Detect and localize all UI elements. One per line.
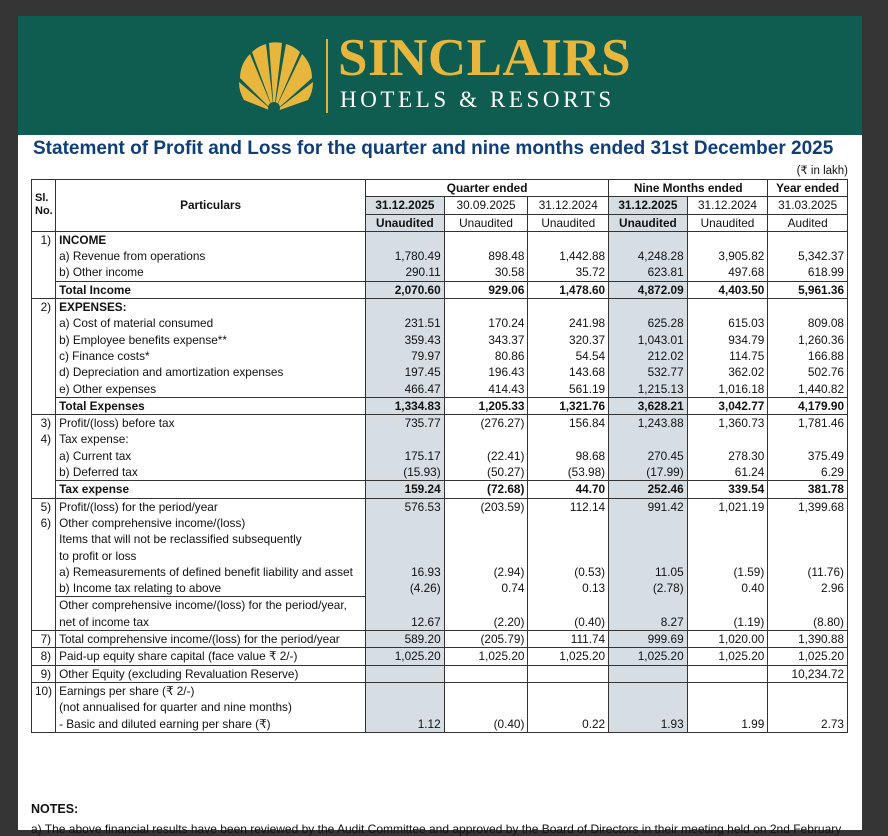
row-value: 16.93: [366, 564, 445, 580]
row-particular: (not annualised for quarter and nine months): [56, 699, 366, 715]
row-value: 156.84: [528, 415, 609, 432]
row-value: 1,442.88: [528, 248, 609, 264]
table-row: [32, 231, 848, 248]
row-value: 4,248.28: [609, 248, 688, 264]
row-sl-number: 7): [32, 631, 56, 648]
row-value: [366, 682, 445, 699]
brand-name: SINCLAIRS: [338, 29, 632, 87]
row-value: 1.12: [366, 716, 445, 733]
row-value: 3,628.21: [609, 397, 688, 414]
row-value: [687, 231, 768, 248]
row-value: 159.24: [366, 481, 445, 498]
table-row: [32, 397, 848, 414]
row-value: 252.46: [609, 481, 688, 498]
row-value: [528, 699, 609, 715]
row-value: [366, 597, 445, 614]
table-row: [32, 248, 848, 264]
row-value: [768, 682, 848, 699]
table-row: [32, 614, 848, 631]
row-value: [609, 299, 688, 316]
row-value: [609, 431, 688, 447]
row-value: 278.30: [687, 448, 768, 464]
row-value: [768, 699, 848, 715]
table-row: [32, 281, 848, 298]
row-value: 35.72: [528, 264, 609, 281]
row-sl-number: 2): [32, 299, 56, 316]
row-value: (22.41): [444, 448, 528, 464]
row-particular: to profit or loss: [56, 548, 366, 564]
row-sl-number: [32, 264, 56, 281]
row-value: [609, 665, 688, 682]
row-value: (2.20): [444, 614, 528, 631]
row-value: 999.69: [609, 631, 688, 648]
row-particular: Items that will not be reclassified subsequently: [56, 531, 366, 547]
row-value: (72.68): [444, 481, 528, 498]
row-value: 381.78: [768, 481, 848, 498]
row-sl-number: [32, 348, 56, 364]
statement-title: Statement of Profit and Loss for the quarter and nine months ended 31st December 2025: [33, 138, 834, 159]
row-particular: EXPENSES:: [56, 299, 366, 316]
row-value: [528, 531, 609, 547]
row-value: 2,070.60: [366, 281, 445, 298]
row-sl-number: [32, 448, 56, 464]
period-header: 31.12.2024: [528, 197, 609, 214]
row-particular: Profit/(loss) before tax: [56, 415, 366, 432]
period-header: 31.12.2025: [366, 197, 445, 214]
row-particular: b) Other income: [56, 264, 366, 281]
row-value: [444, 548, 528, 564]
row-value: [687, 531, 768, 547]
row-value: [444, 431, 528, 447]
brand-tagline: HOTELS & RESORTS: [340, 87, 615, 112]
row-value: 54.54: [528, 348, 609, 364]
row-sl-number: [32, 580, 56, 597]
scallop-shell-logo-icon: [230, 38, 318, 116]
audit-status: Unaudited: [528, 214, 609, 231]
row-value: [444, 699, 528, 715]
row-particular: Tax expense:: [56, 431, 366, 447]
row-value: 1,243.88: [609, 415, 688, 432]
row-value: [687, 515, 768, 531]
row-value: [444, 515, 528, 531]
row-value: [444, 299, 528, 316]
row-value: 0.22: [528, 716, 609, 733]
table-row: [32, 299, 848, 316]
row-sl-number: [32, 464, 56, 481]
row-value: 576.53: [366, 498, 445, 515]
table-row: [32, 682, 848, 699]
row-particular: - Basic and diluted earning per share (₹): [56, 716, 366, 733]
row-value: 8.27: [609, 614, 688, 631]
row-value: 898.48: [444, 248, 528, 264]
row-particular: Total Income: [56, 281, 366, 298]
row-value: 1,360.73: [687, 415, 768, 432]
row-sl-number: [32, 248, 56, 264]
row-value: [609, 597, 688, 614]
row-value: 212.02: [609, 348, 688, 364]
audit-status: Unaudited: [609, 214, 688, 231]
row-value: (8.80): [768, 614, 848, 631]
row-value: (2.78): [609, 580, 688, 597]
row-value: 30.58: [444, 264, 528, 281]
row-value: 615.03: [687, 315, 768, 331]
row-value: 79.97: [366, 348, 445, 364]
audit-status: Audited: [768, 214, 848, 231]
row-value: 4,403.50: [687, 281, 768, 298]
group-quarter-ended: Quarter ended: [366, 180, 609, 197]
period-header: 31.12.2024: [687, 197, 768, 214]
row-particular: b) Income tax relating to above: [56, 580, 366, 597]
table-row: [32, 448, 848, 464]
row-value: [687, 682, 768, 699]
row-value: 2.96: [768, 580, 848, 597]
row-value: 270.45: [609, 448, 688, 464]
row-value: [528, 548, 609, 564]
row-value: [528, 431, 609, 447]
row-value: [366, 548, 445, 564]
row-value: [687, 699, 768, 715]
row-value: (0.53): [528, 564, 609, 580]
row-value: [528, 299, 609, 316]
row-value: 1,021.19: [687, 498, 768, 515]
row-value: 114.75: [687, 348, 768, 364]
row-value: [528, 231, 609, 248]
table-row: [32, 498, 848, 515]
row-particular: INCOME: [56, 231, 366, 248]
row-value: 502.76: [768, 364, 848, 380]
row-value: [687, 665, 768, 682]
row-value: 11.05: [609, 564, 688, 580]
row-value: 10,234.72: [768, 665, 848, 682]
particulars-header: Particulars: [56, 180, 366, 232]
row-value: [609, 699, 688, 715]
period-header: 31.03.2025: [768, 197, 848, 214]
row-value: 589.20: [366, 631, 445, 648]
row-value: 112.14: [528, 498, 609, 515]
row-value: [687, 597, 768, 614]
row-sl-number: [32, 281, 56, 298]
table-row: [32, 481, 848, 498]
row-value: [366, 299, 445, 316]
row-particular: Total comprehensive income/(loss) for the period/year: [56, 631, 366, 648]
row-value: 1,781.46: [768, 415, 848, 432]
row-value: 1,025.20: [687, 648, 768, 665]
row-value: [687, 548, 768, 564]
row-value: 1,205.33: [444, 397, 528, 414]
row-value: (203.59): [444, 498, 528, 515]
row-value: 4,179.90: [768, 397, 848, 414]
row-sl-number: [32, 548, 56, 564]
row-value: [768, 597, 848, 614]
row-value: 1,334.83: [366, 397, 445, 414]
row-particular: c) Finance costs*: [56, 348, 366, 364]
row-value: 414.43: [444, 381, 528, 398]
row-value: [444, 597, 528, 614]
row-value: 618.99: [768, 264, 848, 281]
row-sl-number: [32, 716, 56, 733]
row-value: (53.98): [528, 464, 609, 481]
row-particular: e) Other expenses: [56, 381, 366, 398]
row-value: 375.49: [768, 448, 848, 464]
row-value: (276.27): [444, 415, 528, 432]
row-value: 1,043.01: [609, 332, 688, 348]
row-value: 196.43: [444, 364, 528, 380]
row-particular: Total Expenses: [56, 397, 366, 414]
row-sl-number: [32, 397, 56, 414]
unit-note: (₹ in lakh): [796, 165, 848, 177]
table-row: [32, 699, 848, 715]
row-value: 5,342.37: [768, 248, 848, 264]
row-value: 61.24: [687, 464, 768, 481]
row-value: 1,780.49: [366, 248, 445, 264]
row-value: [444, 682, 528, 699]
row-sl-number: 3): [32, 415, 56, 432]
row-value: 320.37: [528, 332, 609, 348]
row-value: 929.06: [444, 281, 528, 298]
table-row: [32, 648, 848, 665]
row-value: (0.40): [528, 614, 609, 631]
row-value: 1,390.88: [768, 631, 848, 648]
row-particular: Earnings per share (₹ 2/-): [56, 682, 366, 699]
row-value: 1,478.60: [528, 281, 609, 298]
row-particular: Other Equity (excluding Revaluation Reserve): [56, 665, 366, 682]
row-particular: Tax expense: [56, 481, 366, 498]
row-value: 343.37: [444, 332, 528, 348]
table-row: [32, 665, 848, 682]
row-value: 362.02: [687, 364, 768, 380]
row-value: 1,321.76: [528, 397, 609, 414]
row-value: 1,025.20: [444, 648, 528, 665]
notes-heading: NOTES:: [31, 802, 79, 816]
row-value: [366, 699, 445, 715]
row-value: 561.19: [528, 381, 609, 398]
table-row: [32, 464, 848, 481]
row-sl-number: [32, 381, 56, 398]
row-value: 0.74: [444, 580, 528, 597]
row-value: (1.19): [687, 614, 768, 631]
table-row: [32, 716, 848, 733]
row-value: 80.86: [444, 348, 528, 364]
row-value: 991.42: [609, 498, 688, 515]
row-value: 1,020.00: [687, 631, 768, 648]
row-sl-number: [32, 597, 56, 614]
row-value: 98.68: [528, 448, 609, 464]
row-value: 1,440.82: [768, 381, 848, 398]
row-value: 497.68: [687, 264, 768, 281]
row-value: 809.08: [768, 315, 848, 331]
row-sl-number: 9): [32, 665, 56, 682]
row-sl-number: 4): [32, 431, 56, 447]
row-sl-number: 6): [32, 515, 56, 531]
row-value: 44.70: [528, 481, 609, 498]
table-row: [32, 580, 848, 597]
row-value: 2.73: [768, 716, 848, 733]
table-row: [32, 597, 848, 614]
table-row: [32, 631, 848, 648]
table-row: [32, 332, 848, 348]
table-row: [32, 264, 848, 281]
row-value: 1,025.20: [768, 648, 848, 665]
row-value: (2.94): [444, 564, 528, 580]
row-value: [366, 431, 445, 447]
row-value: [528, 597, 609, 614]
row-value: 6.29: [768, 464, 848, 481]
row-value: 5,961.36: [768, 281, 848, 298]
row-value: 111.74: [528, 631, 609, 648]
group-nine-months-ended: Nine Months ended: [609, 180, 768, 197]
row-particular: Paid-up equity share capital (face value ₹ 2/-): [56, 648, 366, 665]
row-sl-number: [32, 481, 56, 498]
row-value: 466.47: [366, 381, 445, 398]
row-value: [528, 515, 609, 531]
row-value: 241.98: [528, 315, 609, 331]
audit-status: Unaudited: [366, 214, 445, 231]
row-value: (50.27): [444, 464, 528, 481]
row-value: 197.45: [366, 364, 445, 380]
row-value: [768, 548, 848, 564]
row-value: [366, 531, 445, 547]
row-value: [444, 231, 528, 248]
row-value: [444, 531, 528, 547]
row-sl-number: [32, 699, 56, 715]
row-value: [609, 682, 688, 699]
audit-status: Unaudited: [687, 214, 768, 231]
table-row: [32, 531, 848, 547]
row-sl-number: 5): [32, 498, 56, 515]
row-value: [609, 231, 688, 248]
row-value: 1,215.13: [609, 381, 688, 398]
row-value: 532.77: [609, 364, 688, 380]
row-value: [528, 665, 609, 682]
row-value: [444, 665, 528, 682]
row-sl-number: [32, 332, 56, 348]
row-value: [609, 548, 688, 564]
table-row: [32, 431, 848, 447]
row-value: 1,025.20: [366, 648, 445, 665]
row-value: 231.51: [366, 315, 445, 331]
row-value: (1.59): [687, 564, 768, 580]
row-value: 170.24: [444, 315, 528, 331]
row-sl-number: [32, 315, 56, 331]
row-value: 1,399.68: [768, 498, 848, 515]
row-value: 1,016.18: [687, 381, 768, 398]
row-particular: b) Deferred tax: [56, 464, 366, 481]
row-particular: b) Employee benefits expense**: [56, 332, 366, 348]
row-value: 166.88: [768, 348, 848, 364]
brand-banner: [18, 16, 862, 135]
row-value: 175.17: [366, 448, 445, 464]
table-row: [32, 515, 848, 531]
table-row: [32, 548, 848, 564]
row-sl-number: 1): [32, 231, 56, 248]
row-value: 290.11: [366, 264, 445, 281]
row-value: (0.40): [444, 716, 528, 733]
row-value: (17.99): [609, 464, 688, 481]
row-value: 934.79: [687, 332, 768, 348]
document-page: [18, 16, 862, 836]
row-value: [687, 299, 768, 316]
row-value: [366, 231, 445, 248]
table-row: [32, 415, 848, 432]
table-row: [32, 564, 848, 580]
note-a: a) The above financial results have been reviewed by the Audit Committee and approved by the Board of Directors in their meeting held on 2nd February: [31, 822, 842, 836]
row-value: 339.54: [687, 481, 768, 498]
row-value: 1.93: [609, 716, 688, 733]
row-particular: a) Current tax: [56, 448, 366, 464]
row-value: [366, 515, 445, 531]
row-value: [528, 682, 609, 699]
row-value: 1,025.20: [609, 648, 688, 665]
period-header: 31.12.2025: [609, 197, 688, 214]
row-value: 4,872.09: [609, 281, 688, 298]
row-value: 0.13: [528, 580, 609, 597]
row-particular: a) Revenue from operations: [56, 248, 366, 264]
row-value: [768, 299, 848, 316]
row-value: [768, 531, 848, 547]
row-value: 359.43: [366, 332, 445, 348]
row-value: [609, 531, 688, 547]
row-value: [366, 665, 445, 682]
row-sl-number: [32, 531, 56, 547]
row-sl-number: 10): [32, 682, 56, 699]
row-value: (205.79): [444, 631, 528, 648]
row-value: 12.67: [366, 614, 445, 631]
row-value: 1.99: [687, 716, 768, 733]
row-particular: Profit/(loss) for the period/year: [56, 498, 366, 515]
row-value: 0.40: [687, 580, 768, 597]
row-value: 143.68: [528, 364, 609, 380]
table-row: [32, 348, 848, 364]
row-sl-number: [32, 614, 56, 631]
row-value: 625.28: [609, 315, 688, 331]
row-value: (15.93): [366, 464, 445, 481]
profit-loss-table: [31, 179, 848, 733]
row-value: 3,042.77: [687, 397, 768, 414]
period-header: 30.09.2025: [444, 197, 528, 214]
row-particular: Other comprehensive income/(loss): [56, 515, 366, 531]
row-sl-number: [32, 364, 56, 380]
row-sl-number: 8): [32, 648, 56, 665]
row-value: 735.77: [366, 415, 445, 432]
row-particular: a) Cost of material consumed: [56, 315, 366, 331]
row-value: [609, 515, 688, 531]
row-value: [687, 431, 768, 447]
row-value: 1,025.20: [528, 648, 609, 665]
row-value: 623.81: [609, 264, 688, 281]
row-value: (11.76): [768, 564, 848, 580]
row-value: [768, 515, 848, 531]
row-particular: a) Remeasurements of defined benefit liability and asset: [56, 564, 366, 580]
table-header-groups: [32, 180, 848, 197]
row-particular: Other comprehensive income/(loss) for the period/year,: [56, 597, 366, 614]
row-value: [768, 231, 848, 248]
table-row: [32, 381, 848, 398]
row-sl-number: [32, 564, 56, 580]
logo-divider: [326, 39, 328, 113]
table-row: [32, 364, 848, 380]
group-year-ended: Year ended: [768, 180, 848, 197]
row-value: (4.26): [366, 580, 445, 597]
row-particular: d) Depreciation and amortization expenses: [56, 364, 366, 380]
row-particular: net of income tax: [56, 614, 366, 631]
row-value: 1,260.36: [768, 332, 848, 348]
audit-status: Unaudited: [444, 214, 528, 231]
sl-header: Sl. No.: [32, 180, 56, 232]
row-value: [768, 431, 848, 447]
table-row: [32, 315, 848, 331]
row-value: 3,905.82: [687, 248, 768, 264]
